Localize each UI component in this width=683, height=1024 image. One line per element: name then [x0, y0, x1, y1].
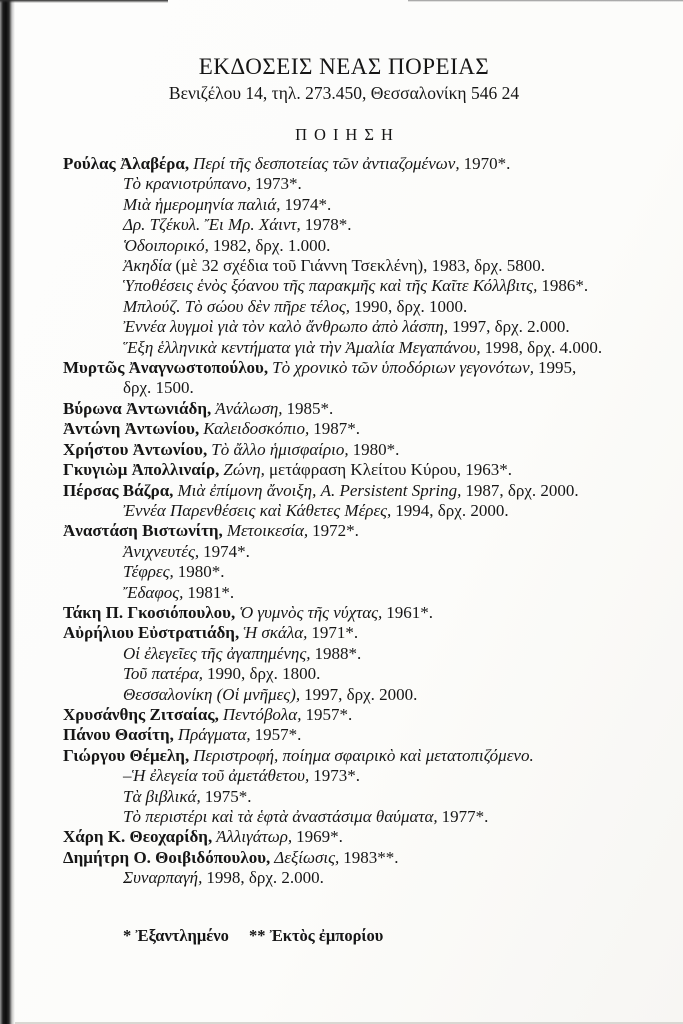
catalog-entry [63, 276, 625, 296]
catalog-entry [63, 440, 625, 460]
work-title: Ἐννέα Παρενθέσεις καὶ Κάθετες Μέρες, [123, 500, 392, 520]
catalog-entry [63, 154, 625, 174]
author-name: Γιώργου Θέμελη, [63, 745, 190, 765]
edition-info: 1998, δρχ. 2.000. [206, 868, 324, 888]
catalog-entry [63, 685, 625, 705]
edition-info: 1983**. [343, 847, 399, 867]
edition-info: 1987, δρχ. 2000. [465, 480, 579, 500]
catalog-entry [63, 317, 625, 337]
work-title: Ὁδοιπορικό, [123, 235, 209, 255]
work-title: Μιὰ ἡμερομηνία παλιά, [123, 194, 281, 214]
catalog-entry [63, 195, 625, 215]
author-name: Ἀναστάση Βιστωνίτη, [63, 521, 223, 541]
work-title: Καλειδοσκόπιο, [203, 419, 310, 439]
edition-info: 1978*. [304, 215, 352, 235]
page-content [63, 54, 625, 946]
catalog-entry [63, 766, 625, 786]
author-name: Ἀντώνη Ἀντωνίου, [63, 419, 200, 439]
catalog-entry [63, 174, 625, 194]
work-title: Ἀνιχνευτές, [123, 541, 200, 561]
edition-info: 1975*. [204, 786, 252, 806]
edition-info: 1971*. [311, 623, 359, 643]
edition-info: μετάφραση Κλείτου Κύρου, 1963*. [268, 460, 513, 480]
author-name: Ρούλας Ἀλαβέρα, [63, 154, 190, 173]
work-title: Μιὰ ἐπίμονη ἄνοιξη, A. Persistent Spring, [177, 480, 462, 500]
catalog-entry [63, 664, 625, 684]
catalog-entry [63, 725, 625, 745]
edition-info: (μὲ 32 σχέδια τοῦ Γιάννη Τσεκλένη), 1983, δρχ. 5800. [175, 256, 545, 276]
edition-info: 1970*. [463, 154, 511, 173]
edition-info: 1997, δρχ. 2.000. [452, 317, 570, 337]
catalog-entry [63, 542, 625, 562]
work-title: Ὁ γυμνὸς τῆς νύχτας, [239, 602, 383, 622]
work-title: Ζώνη, [223, 460, 265, 480]
author-name: Πάνου Θασίτη, [63, 725, 174, 745]
edition-info: 1972*. [312, 521, 359, 541]
catalog-entry [63, 868, 625, 888]
edition-info: 1973*. [255, 174, 302, 194]
author-name: Μυρτῶς Ἀναγνωστοπούλου, [63, 358, 269, 378]
work-title: Τὸ κρανιοτρύπανο, [123, 174, 251, 194]
edition-info: 1981*. [187, 582, 235, 602]
catalog-entry [63, 338, 625, 358]
edition-info: 1961*. [386, 602, 434, 622]
edition-info: 1998, δρχ. 4.000. [484, 337, 603, 357]
author-name: Γκυγιὼμ Ἀπολλιναίρ, [63, 460, 220, 480]
work-title: Ἀλλιγάτωρ, [216, 827, 293, 847]
catalog-entry [63, 603, 625, 623]
catalog-entry [63, 378, 625, 398]
edition-info: 1995, [537, 358, 577, 378]
catalog-entry [63, 705, 625, 725]
catalog-entry [63, 501, 625, 521]
author-name: Πέρσας Βάζρα, [63, 480, 174, 500]
catalog-entry [63, 521, 625, 541]
catalog-entry [63, 623, 625, 643]
publisher-title: ΕΚΔΟΣΕΙΣ ΝΕΑΣ ΠΟΡΕΙΑΣ [198, 54, 490, 79]
edition-info: 1980*. [177, 562, 225, 582]
work-title: Μετοικεσία, [226, 521, 309, 541]
author-name: Χρυσάνθης Ζιτσαίας, [63, 704, 219, 724]
edition-info: 1987*. [313, 419, 360, 439]
edition-info: 1974*. [203, 541, 250, 561]
author-name: Τάκη Π. Γκοσιόπουλου, [63, 602, 236, 622]
edition-info: 1997, δρχ. 2000. [304, 684, 418, 704]
author-name: Χρήστου Ἀντωνίου, [63, 439, 208, 459]
catalog-entry [63, 297, 625, 317]
legend-exhausted: * Ἐξαντλημένο [123, 925, 229, 945]
catalog-entry [63, 848, 625, 868]
catalog-entry [63, 644, 625, 664]
work-title: Ἀκηδία [123, 256, 172, 276]
catalog-entry [63, 236, 625, 256]
edition-info: 1986*. [541, 276, 589, 296]
edition-info: 1974*. [284, 194, 332, 214]
edition-info: 1990, δρχ. 1000. [353, 296, 468, 316]
legend-out-of-trade: ** Ἐκτὸς ἐμπορίου [248, 925, 384, 945]
scan-gutter-shadow [0, 0, 15, 1024]
catalog-entry [63, 807, 625, 827]
work-title: Δεξίωσις, [274, 847, 340, 867]
work-title: –Ἡ ἐλεγεία τοῦ ἀμετάθετου, [123, 766, 310, 786]
catalog-entry [63, 399, 625, 419]
work-title: Πεντόβολα, [222, 704, 302, 724]
catalog-entry [63, 215, 625, 235]
edition-info: 1973*. [313, 766, 360, 786]
edition-info: 1957*. [305, 704, 353, 724]
edition-info: 1977*. [441, 807, 489, 826]
section-title-poetry: ΠΟΙΗΣΗ [295, 125, 400, 144]
work-title: Συναρπαγή, [123, 868, 203, 888]
catalog-entry [63, 256, 625, 276]
work-title: Ἕξη ἑλληνικὰ κεντήματα γιὰ τὴν Ἀμαλία Μεγαπάνου, [123, 337, 481, 357]
edition-info: 1982, δρχ. 1.000. [212, 235, 331, 255]
publication-list [63, 154, 625, 889]
catalog-entry [63, 746, 625, 766]
work-title: Ἐννέα λυγμοὶ γιὰ τὸν καλὸ ἄνθρωπο ἀπὸ λάσπη, [123, 317, 449, 337]
work-title: Θεσσαλονίκη (Οἱ μνῆμες), [123, 684, 301, 704]
work-title: Οἱ ἐλεγεῖες τῆς ἀγαπημένης, [123, 643, 311, 663]
catalog-entry [63, 460, 625, 480]
work-title: Μπλούζ. Τὸ σώου δὲν πῆρε τέλος, [123, 296, 350, 316]
author-name: Δημήτρη Ο. Θοιβιδόπουλου, [63, 847, 271, 867]
author-name: Αὐρήλιου Εὐστρατιάδη, [63, 623, 240, 643]
edition-info: 1957*. [254, 725, 302, 745]
work-title: Τὸ περιστέρι καὶ τὰ ἑφτὰ ἀναστάσιμα θαύματα, [123, 807, 438, 826]
work-title: Ὑποθέσεις ἑνὸς ξόανου τῆς παρακμῆς καὶ τῆς Καῖτε Κόλλβιτς, [123, 276, 538, 296]
work-title: Τὸ ἄλλο ἡμισφαίριο, [211, 439, 349, 459]
work-title: Ἡ σκάλα, [243, 623, 308, 643]
edition-info: 1988*. [314, 643, 362, 663]
edition-info: δρχ. 1500. [123, 378, 194, 398]
work-title: Τέφρες, [123, 562, 174, 582]
edition-info: 1990, δρχ. 1800. [207, 664, 321, 684]
work-title: Πράγματα, [177, 725, 251, 745]
work-title: Τοῦ πατέρα, [123, 664, 204, 684]
catalog-entry [63, 583, 625, 603]
catalog-entry [63, 419, 625, 439]
edition-info: 1994, δρχ. 2000. [395, 500, 509, 520]
work-title: Περιστροφή, ποίημα σφαιρικὸ καὶ μετατοπιζόμενο. [193, 745, 534, 765]
catalog-entry [63, 787, 625, 807]
edition-info: 1969*. [296, 827, 343, 847]
scan-edge-line-top-right [408, 0, 683, 2]
catalog-entry [63, 562, 625, 582]
edition-info: 1980*. [352, 439, 400, 459]
work-title: Τὰ βιβλικά, [123, 786, 201, 806]
author-name: Χάρη Κ. Θεοχαρίδη, [63, 827, 213, 847]
work-title: Περί τῆς δεσποτείας τῶν ἀντιαζομένων, [193, 154, 460, 173]
edition-info: 1985*. [286, 398, 334, 418]
author-name: Βύρωνα Ἀντωνιάδη, [63, 398, 212, 418]
work-title: Τὸ χρονικὸ τῶν ὑποδόριων γεγονότων, [272, 358, 534, 378]
work-title: Ἀνάλωση, [215, 398, 283, 418]
publisher-address: Βενιζέλου 14, τηλ. 273.450, Θεσσαλονίκη 546 24 [168, 83, 520, 103]
footnote-legend [63, 926, 625, 946]
work-title: Δρ. Τζέκυλ. Ἔι Μρ. Χάιντ, [123, 215, 301, 235]
work-title: Ἔδαφος, [123, 582, 184, 602]
scan-edge-line-top-left [0, 0, 168, 3]
catalog-entry [63, 827, 625, 847]
catalog-entry [63, 358, 625, 378]
catalog-entry [63, 481, 625, 501]
